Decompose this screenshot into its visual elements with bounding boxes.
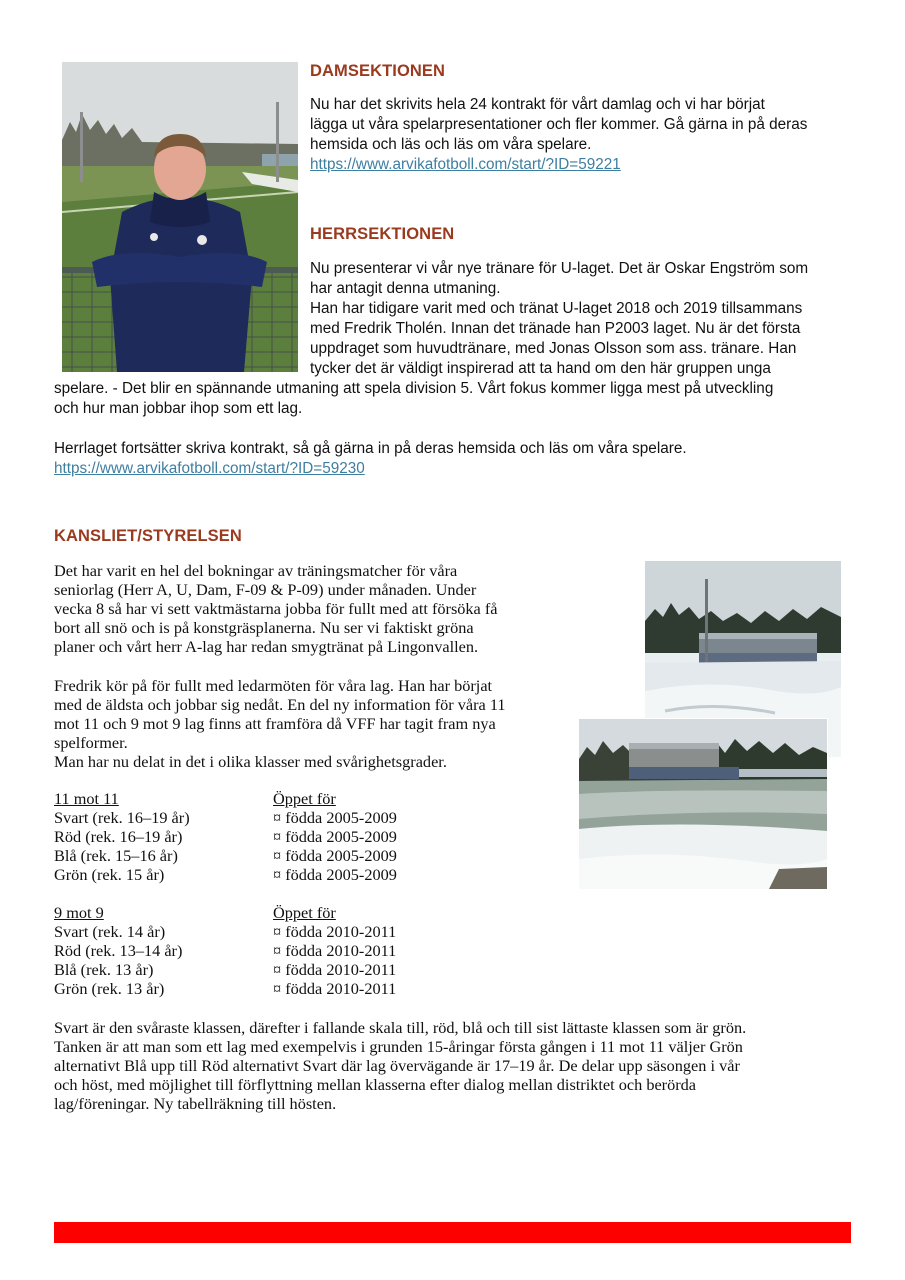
table-9-mot-9 bbox=[54, 903, 474, 998]
table-header-format: 9 mot 9 bbox=[54, 903, 104, 922]
dam-line: lägga ut våra spelarpresentationer och fler kommer. Gå gärna in på deras bbox=[310, 116, 808, 133]
kansliet-line: spelformer. bbox=[54, 733, 128, 752]
kansliet-line: Man har nu delat in det i olika klasser med svårighetsgrader. bbox=[54, 752, 447, 771]
kansliet-line: lag/föreningar. Ny tabellräkning till hösten. bbox=[54, 1094, 337, 1113]
class-name: Svart (rek. 16–19 år) bbox=[54, 808, 190, 827]
class-name: Röd (rek. 16–19 år) bbox=[54, 827, 183, 846]
class-name: Grön (rek. 15 år) bbox=[54, 865, 165, 884]
herr-line: Nu presenterar vi vår nye tränare för U-laget. Det är Oskar Engström som bbox=[310, 260, 809, 277]
class-birth-years: ¤ födda 2005-2009 bbox=[273, 865, 397, 884]
herr-link[interactable]: https://www.arvikafotboll.com/start/?ID=59230 bbox=[54, 460, 365, 477]
herr-line: och hur man jobbar ihop som ett lag. bbox=[54, 400, 303, 417]
class-birth-years: ¤ födda 2010-2011 bbox=[273, 941, 397, 960]
kansliet-line: Tanken är att man som ett lag med exempelvis i grunden 15-åringar första gången i 11 mot 11 väljer Grön bbox=[54, 1037, 743, 1056]
table-header-open: Öppet för bbox=[273, 789, 336, 808]
kansliet-line: alternativt Blå upp till Röd alternativt Svart där lag övervägande är 17–19 år. De delar upp säsongen i vår bbox=[54, 1056, 740, 1075]
table-header-row bbox=[54, 903, 474, 922]
kansliet-line: Svart är den svåraste klassen, därefter i fallande skala till, röd, blå och till sist lättaste klassen som är grön. bbox=[54, 1018, 747, 1037]
herr-line: spelare. - Det blir en spännande utmaning att spela division 5. Vårt fokus kommer ligga mest på utveckling bbox=[54, 380, 774, 397]
class-birth-years: ¤ födda 2010-2011 bbox=[273, 960, 397, 979]
kansliet-paragraph-final bbox=[54, 1018, 874, 1113]
table-row bbox=[54, 827, 474, 846]
photo-snowy-field-2 bbox=[578, 718, 828, 890]
kansliet-paragraph-2 bbox=[54, 676, 584, 771]
class-name: Blå (rek. 15–16 år) bbox=[54, 846, 178, 865]
kansliet-line: med de äldsta och jobbar sig nedåt. En del ny information för våra 11 bbox=[54, 695, 506, 714]
table-header-format: 11 mot 11 bbox=[54, 789, 119, 808]
herr-line: tycker det är väldigt inspirerad att ta hand om den här gruppen unga bbox=[310, 360, 771, 377]
kansliet-line: seniorlag (Herr A, U, Dam, F-09 & P-09) under månaden. Under bbox=[54, 580, 477, 599]
dam-link[interactable]: https://www.arvikafotboll.com/start/?ID=59221 bbox=[310, 156, 621, 173]
herr-contract-line: Herrlaget fortsätter skriva kontrakt, så gå gärna in på deras hemsida och läs om våra spelare. bbox=[54, 440, 687, 457]
dam-line: Nu har det skrivits hela 24 kontrakt för vårt damlag och vi har börjat bbox=[310, 96, 765, 113]
table-row bbox=[54, 808, 474, 827]
class-name: Svart (rek. 14 år) bbox=[54, 922, 166, 941]
herr-paragraph-wide bbox=[54, 379, 864, 479]
table-row bbox=[54, 979, 474, 998]
dam-line: hemsida och läs och läs om våra spelare. bbox=[310, 136, 592, 153]
dam-heading: DAMSEKTIONEN bbox=[310, 62, 446, 80]
kansliet-paragraph-1 bbox=[54, 561, 584, 656]
table-header-open: Öppet för bbox=[273, 903, 336, 922]
kansliet-line: Det har varit en hel del bokningar av träningsmatcher för våra bbox=[54, 561, 458, 580]
table-row bbox=[54, 960, 474, 979]
table-row bbox=[54, 865, 474, 884]
herr-heading: HERRSEKTIONEN bbox=[310, 225, 455, 243]
table-11-mot-11 bbox=[54, 789, 474, 884]
herr-line: Han har tidigare varit med och tränat U-laget 2018 och 2019 tillsammans bbox=[310, 300, 803, 317]
class-name: Grön (rek. 13 år) bbox=[54, 979, 165, 998]
footer-bar bbox=[54, 1222, 851, 1243]
herr-paragraph-narrow bbox=[310, 259, 870, 379]
table-row bbox=[54, 846, 474, 865]
kansliet-line: Fredrik kör på för fullt med ledarmöten för våra lag. Han har börjat bbox=[54, 676, 493, 695]
class-birth-years: ¤ födda 2010-2011 bbox=[273, 979, 397, 998]
photo-coach bbox=[62, 62, 298, 372]
herr-line: med Fredrik Tholén. Innan det tränade han P2003 laget. Nu är det första bbox=[310, 320, 801, 337]
class-birth-years: ¤ födda 2005-2009 bbox=[273, 846, 397, 865]
kansliet-line: bort all snö och is på konstgräsplanerna. Nu ser vi faktiskt gröna bbox=[54, 618, 474, 637]
table-row bbox=[54, 941, 474, 960]
table-row bbox=[54, 922, 474, 941]
kansliet-heading: KANSLIET/STYRELSEN bbox=[54, 527, 242, 545]
class-birth-years: ¤ födda 2005-2009 bbox=[273, 827, 397, 846]
class-birth-years: ¤ födda 2010-2011 bbox=[273, 922, 397, 941]
herr-line: uppdraget som huvudtränare, med Jonas Olsson som ass. tränare. Han bbox=[310, 340, 797, 357]
class-name: Blå (rek. 13 år) bbox=[54, 960, 154, 979]
kansliet-line: planer och vårt herr A-lag har redan smygtränat på Lingonvallen. bbox=[54, 637, 479, 656]
class-birth-years: ¤ födda 2005-2009 bbox=[273, 808, 397, 827]
herr-line: har antagit denna utmaning. bbox=[310, 280, 501, 297]
table-header-row bbox=[54, 789, 474, 808]
kansliet-line: vecka 8 så har vi sett vaktmästarna jobba för fullt med att försöka få bbox=[54, 599, 498, 618]
kansliet-line: mot 11 och 9 mot 9 lag finns att framföra då VFF har tagit fram nya bbox=[54, 714, 496, 733]
dam-paragraph bbox=[310, 95, 870, 175]
class-name: Röd (rek. 13–14 år) bbox=[54, 941, 183, 960]
kansliet-line: och höst, med möjlighet till förflyttning mellan klasserna efter dialog mellan distriktet och berörda bbox=[54, 1075, 697, 1094]
